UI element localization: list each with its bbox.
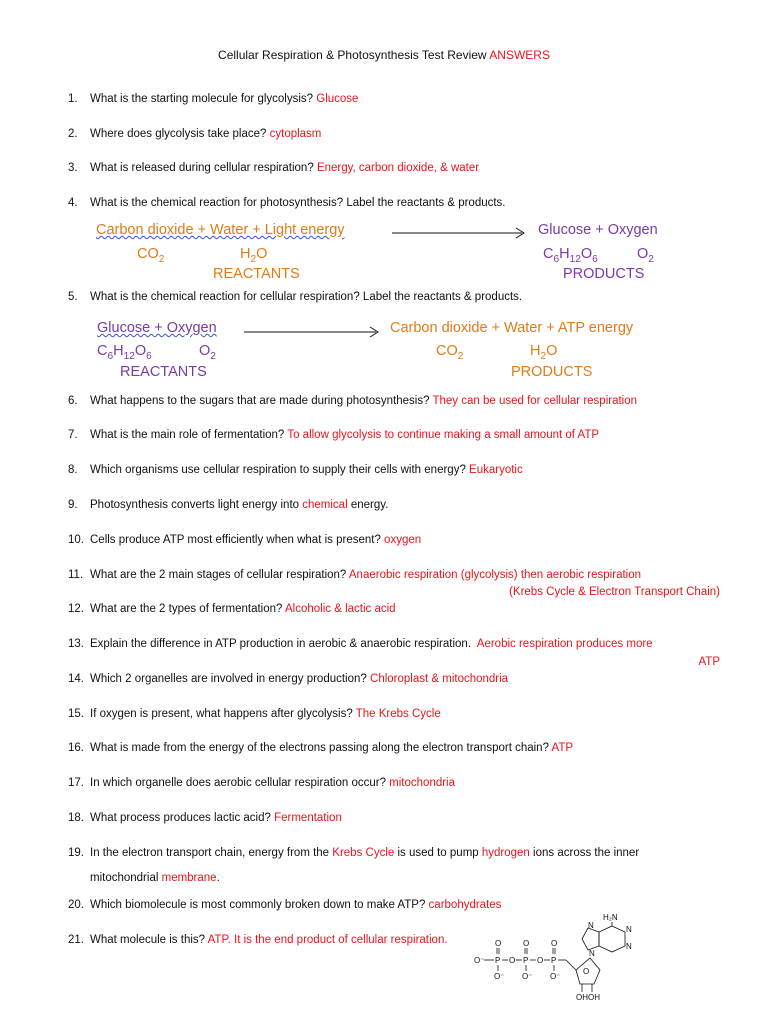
question-12: 12. What are the 2 types of fermentation? Alcoholic & lactic acid	[68, 603, 396, 615]
question-text: What is made from the energy of the electrons passing along the electron transport chain?	[90, 742, 549, 754]
question-2: 2. Where does glycolysis take place? cytoplasm	[68, 128, 322, 140]
question-text: Which 2 organelles are involved in energy production?	[90, 673, 367, 685]
atp-amine-label: H₂N	[603, 913, 618, 922]
answer-text: Energy, carbon dioxide, & water	[316, 162, 480, 174]
question-9: 9. Photosynthesis converts light energy into chemical energy.	[68, 499, 389, 511]
question-7: 7. What is the main role of fermentation? To allow glycolysis to continue making a small amount of ATP	[68, 429, 600, 441]
question-text: What is the chemical reaction for cellular respiration? Label the reactants & products.	[90, 291, 523, 303]
atp-bottom-o-minus-1: O⁻	[494, 972, 505, 981]
answer-text: Anaerobic respiration (glycolysis) then aerobic respiration	[348, 569, 642, 581]
question-text: What molecule is this?	[90, 934, 206, 946]
photosynthesis-glucose-formula: $C_6H_{12}O_6$	[543, 246, 598, 265]
question-1: 1. What is the starting molecule for glycolysis? Glucose	[68, 93, 359, 105]
answer-text: oxygen	[384, 534, 422, 546]
atp-bridge-o-1: O	[509, 956, 516, 965]
question-text: What is the starting molecule for glycolysis?	[90, 93, 314, 105]
question-21: 21. What molecule is this? ATP. It is the end product of cellular respiration.	[68, 934, 448, 946]
respiration-products-label: PRODUCTS	[511, 364, 593, 380]
atp-top-o-2: O	[523, 939, 530, 948]
answer-text: The Krebs Cycle	[355, 708, 441, 720]
atp-hydroxyls: OHOH	[576, 993, 600, 1002]
question-6: 6. What happens to the sugars that are made during photosynthesis? They can be used for cellular respiration	[68, 395, 638, 407]
question-16: 16. What is made from the energy of the electrons passing along the electron transport chain? ATP	[68, 742, 574, 754]
answer-text: They can be used for cellular respiration	[432, 395, 638, 407]
question-19: 19. In the electron transport chain, energy from the Krebs Cycle is used to pump hydrogen ions across the inner	[68, 847, 640, 859]
photosynthesis-co2: $CO_2$	[137, 246, 165, 265]
atp-imidazole-ring	[582, 928, 599, 950]
respiration-reactants: Glucose + Oxygen	[97, 320, 217, 336]
answer-text: Fermentation	[274, 812, 342, 824]
respiration-glucose-formula: $C_6H_{12}O_6$	[97, 343, 152, 362]
question-20: 20. Which biomolecule is most commonly broken down to make ATP? carbohydrates	[68, 899, 502, 911]
photosynthesis-reactants: Carbon dioxide + Water + Light energy	[96, 222, 345, 238]
page-title	[0, 48, 768, 62]
question-text: What process produces lactic acid?	[90, 812, 271, 824]
question-text: What is released during cellular respiration?	[90, 162, 314, 174]
question-13: 13. Explain the difference in ATP production in aerobic & anaerobic respiration. Aerobic respiration produces more	[68, 638, 653, 650]
question-3: 3. What is released during cellular respiration? Energy, carbon dioxide, & water	[68, 162, 480, 174]
atp-pyrimidine-ring	[599, 926, 625, 952]
question-tail: energy.	[350, 499, 389, 511]
question-text: What happens to the sugars that are made during photosynthesis?	[90, 395, 430, 407]
question-text: What are the 2 main stages of cellular respiration?	[90, 569, 347, 581]
answer-text: cytoplasm	[269, 128, 322, 140]
atp-ring-n2: N	[626, 942, 632, 951]
atp-bottom-o-minus-2: O⁻	[522, 972, 533, 981]
respiration-reactants-label: REACTANTS	[120, 364, 207, 380]
photosynthesis-products: Glucose + Oxygen	[538, 222, 658, 238]
answer-text: Aerobic respiration produces more	[476, 638, 653, 650]
answer-text: Eukaryotic	[469, 464, 523, 476]
question-text: What are the 2 types of fermentation?	[90, 603, 283, 615]
question-5: 5. What is the chemical reaction for cellular respiration? Label the reactants & products.	[68, 291, 523, 303]
atp-ribose-o: O	[583, 967, 590, 976]
question-text: What is the chemical reaction for photosynthesis? Label the reactants & products.	[90, 197, 506, 209]
question-text: Explain the difference in ATP production in aerobic & anaerobic respiration.	[90, 638, 472, 650]
question-text: If oxygen is present, what happens after glycolysis?	[90, 708, 353, 720]
atp-phosphate-3: P	[551, 956, 557, 965]
question-text: Which organisms use cellular respiration to supply their cells with energy?	[90, 464, 466, 476]
answer-text: Alcoholic & lactic acid	[284, 603, 396, 615]
atp-phosphate-1: P	[495, 956, 501, 965]
answer-continuation-11: (Krebs Cycle & Electron Transport Chain)	[509, 586, 720, 598]
question-17: 17. In which organelle does aerobic cellular respiration occur? mitochondria	[68, 777, 456, 789]
title-answers: ANSWERS	[489, 48, 550, 62]
answer-text: carbohydrates	[428, 899, 502, 911]
answer-text: chemical	[302, 499, 348, 511]
respiration-o2: $O_2$	[199, 343, 216, 362]
answer-text: ATP	[551, 742, 574, 754]
question-8: 8. Which organisms use cellular respiration to supply their cells with energy? Eukaryotic	[68, 464, 523, 476]
answer-text: To allow glycolysis to continue making a small amount of ATP	[287, 429, 600, 441]
respiration-arrow	[244, 325, 384, 339]
atp-top-o-1: O	[495, 939, 502, 948]
photosynthesis-o2: $O_2$	[637, 246, 654, 265]
photosynthesis-products-label: PRODUCTS	[563, 266, 645, 282]
question-11: 11. What are the 2 main stages of cellular respiration? Anaerobic respiration (glycolysis) then aerobic respiration	[68, 569, 642, 581]
respiration-products: Carbon dioxide + Water + ATP energy	[390, 320, 634, 336]
question-4: 4. What is the chemical reaction for photosynthesis? Label the reactants & products.	[68, 197, 506, 209]
atp-molecule-diagram	[470, 908, 670, 1008]
question-text: Photosynthesis converts light energy into	[90, 499, 300, 511]
atp-top-o-3: O	[551, 939, 558, 948]
photosynthesis-reactants-label: REACTANTS	[213, 266, 300, 282]
answer-text: Chloroplast & mitochondria	[370, 673, 509, 685]
photosynthesis-arrow	[392, 226, 532, 240]
atp-phosphate-2: P	[523, 956, 529, 965]
atp-ring-n3: N	[588, 921, 594, 930]
question-text: Cells produce ATP most efficiently when what is present?	[90, 534, 381, 546]
question-19-continuation: mitochondrial membrane.	[90, 872, 220, 884]
answer-continuation-13: ATP	[698, 656, 720, 668]
answer-text: ATP. It is the end product of cellular respiration.	[207, 934, 448, 946]
atp-bridge-o-2: O	[537, 956, 544, 965]
atp-bottom-o-minus-3: O⁻	[550, 972, 561, 981]
atp-ring-n4: N	[589, 949, 595, 958]
photosynthesis-h2o: $H_2O$	[240, 246, 268, 265]
question-text: Where does glycolysis take place?	[90, 128, 267, 140]
answer-text: Glucose	[316, 93, 359, 105]
question-text: Which biomolecule is most commonly broken down to make ATP?	[90, 899, 426, 911]
title-text: Cellular Respiration & Photosynthesis Test Review	[218, 48, 487, 62]
respiration-h2o: $H_2O$	[530, 343, 558, 362]
respiration-co2: $CO_2$	[436, 343, 464, 362]
question-14: 14. Which 2 organelles are involved in energy production? Chloroplast & mitochondria	[68, 673, 509, 685]
question-10: 10. Cells produce ATP most efficiently when what is present? oxygen	[68, 534, 422, 546]
atp-ring-n1: N	[626, 925, 632, 934]
question-text: In which organelle does aerobic cellular respiration occur?	[90, 777, 386, 789]
answer-text: mitochondria	[389, 777, 456, 789]
atp-o-minus-1: O⁻	[474, 956, 485, 965]
question-15: 15. If oxygen is present, what happens after glycolysis? The Krebs Cycle	[68, 708, 441, 720]
question-text: What is the main role of fermentation?	[90, 429, 285, 441]
question-18: 18. What process produces lactic acid? Fermentation	[68, 812, 342, 824]
